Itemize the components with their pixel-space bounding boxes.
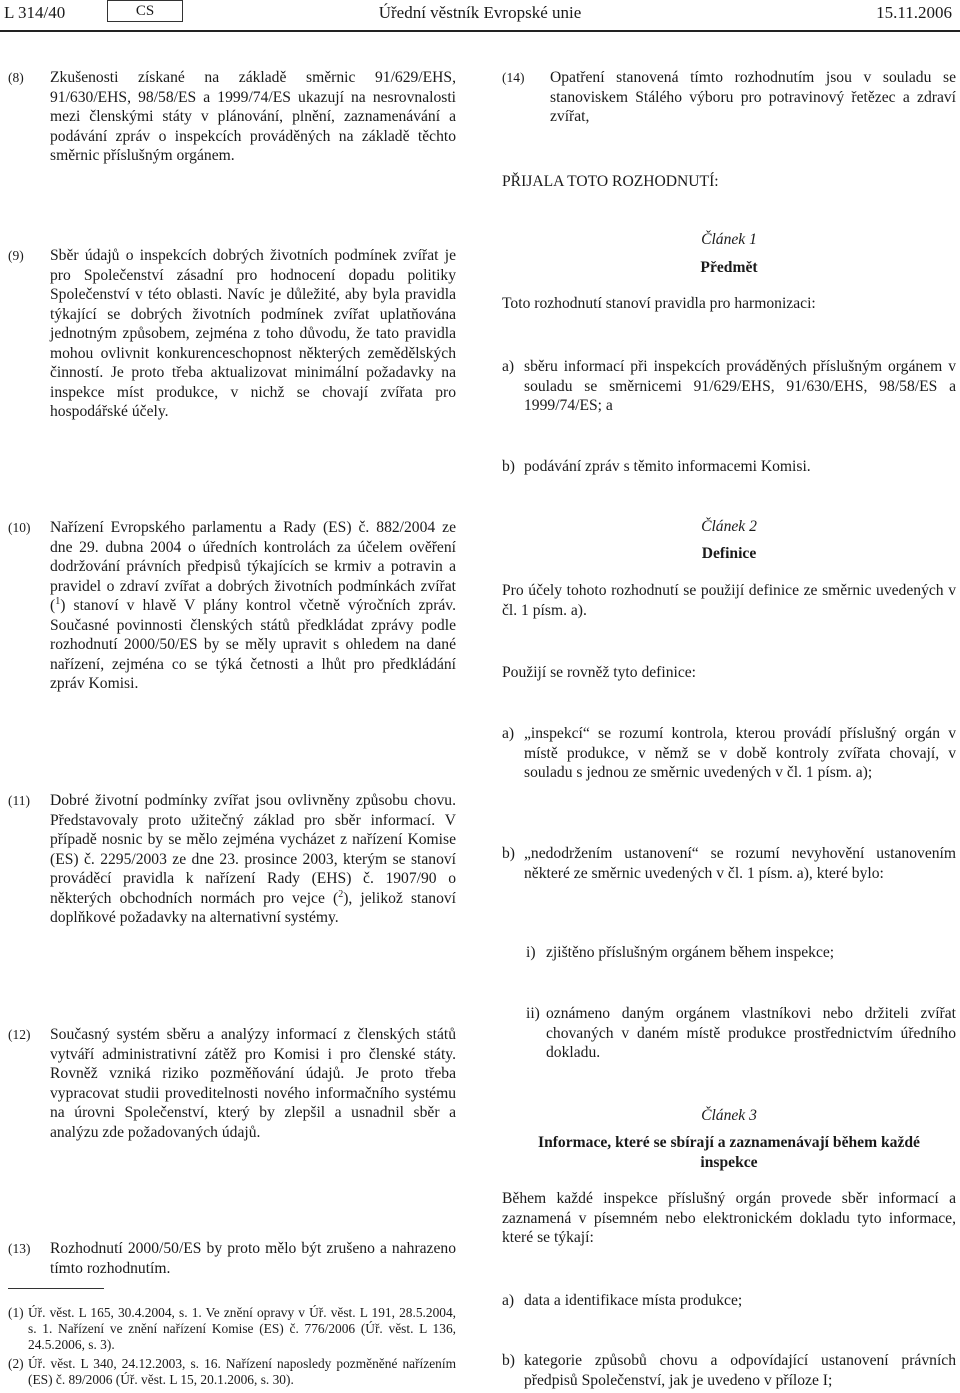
recital-number: (9) (8, 248, 24, 263)
recital-number: (13) (8, 1241, 31, 1256)
recital-text: Opatření stanovená tímto rozhodnutím jsou v souladu se stanoviskem Stálého výboru pro potravinový řetězec a zdraví zvířat, (550, 69, 956, 125)
footnote-text: Úř. věst. L 165, 30.4.2004, s. 1. Ve znění opravy v Úř. věst. L 191, 28.5.2004, s. 1. Nařízení ve znění nařízení Komise (ES) č. 776/2006 (Úř. věst. L 136, 24.5.2006, s. 3). (28, 1305, 456, 1353)
recital-text: Současný systém sběru a analýzy informací z členských států vytváří administrativní zátěž pro Komisi i pro členské státy. Rovněž vzniká riziko pozměňování údajů. Je proto třeba vypracovat studii proveditelnosti nového informačního systému na úrovni Společenství, který by zlepšil a usnadnil sběr a analýzu zde požadovaných údajů. (50, 1026, 456, 1141)
article-3-item-a: a) data a identifikace místa produkce; (502, 1292, 743, 1309)
article-2-intro: Pro účely tohoto rozhodnutí se použijí definice ze směrnic uvedených v čl. 1 písm. a). (502, 582, 956, 619)
footnote-2 (8, 1356, 456, 1388)
recital-12 (8, 1025, 456, 1142)
recital-11 (8, 791, 456, 928)
article-3-number: Článek 3 (701, 1107, 757, 1124)
article-2-item-b: b) „nedodržením ustanovení“ se rozumí nevyhovění ustanovením některé ze směrnic uvedených v čl. 1 písm. a), které bylo: (502, 845, 956, 882)
article-3-title: Informace, které se sbírají a zaznamenávají během každé inspekce (538, 1134, 920, 1171)
article-2-subitem-i: i) zjištěno příslušným orgánem během inspekce; (526, 944, 835, 961)
article-3-intro: Během každé inspekce příslušný orgán provede sběr informací a zaznamená v písemném nebo elektronickém dokladu tyto informace, které se týkají: (502, 1190, 956, 1246)
article-2-item-a: a) „inspekcí“ se rozumí kontrola, kterou provádí příslušný orgán v místě produkce, v němž se v době kontroly zvířata chovají, v souladu s jednou ze směrnic uvedených v čl. 1 písm. a); (502, 725, 956, 781)
publication-date: 15.11.2006 (876, 3, 952, 22)
footnote-ref[interactable]: 2 (338, 888, 344, 900)
recital-number: (12) (8, 1027, 31, 1042)
footnote-label: (2) (8, 1356, 24, 1371)
header-divider (0, 30, 960, 32)
article-2-intro-2: Použijí se rovněž tyto definice: (502, 664, 697, 681)
recital-13 (8, 1239, 456, 1278)
recital-text: Sběr údajů o inspekcích dobrých životních podmínek zvířat je pro Společenství zásadní pro hodnocení dopadu politiky Společenství v této oblasti. Navíc je důležité, aby byla pravidla týkající se dobrých životních podmínek zvířat uplatňována jednotným způsobem, zejména z toho důvodu, že tato pravidla mohou ovlivnit konkurenceschopnost některých zemědělských činností. Je proto třeba aktualizovat minimální požadavky na inspekce míst produkce, v nichž se chovají zvířata pro hospodářské účely. (50, 247, 456, 420)
page-reference: L 314/40 (4, 3, 66, 22)
recital-number: (14) (502, 70, 525, 85)
journal-title: Úřední věstník Evropské unie (378, 3, 582, 22)
article-3-item-b: b) kategorie způsobů chovu a odpovídající ustanovení právních předpisů Společenství, jak je uvedeno v příloze I; (502, 1352, 956, 1389)
language-code-box: CS (107, 0, 183, 22)
recital-text: Dobré životní podmínky zvířat jsou ovlivněny způsobu chovu. Představovaly proto užitečný základ pro sběr informací. V případě nosnic by se mělo zejména vycházet z nařízení Komise (ES) č. 2295/2003 ze dne 23. prosince 2003, kterým se stanoví prováděcí pravidla k nařízení Rady (EHS) č. 1907/90 o některých obchodních normách pro vejce ($^2$), jelikož stanoví doplňkové požadavky na alternativní systémy. (50, 792, 456, 926)
recital-number: (8) (8, 70, 24, 85)
footnote-divider (8, 1288, 104, 1289)
article-1-number: Článek 1 (701, 231, 757, 248)
footnote-text: Úř. věst. L 340, 24.12.2003, s. 16. Nařízení naposledy pozměněné nařízením (ES) č. 89/2006 (Úř. věst. L 15, 20.1.2006, s. 30). (28, 1356, 456, 1388)
article-1-title: Předmět (700, 259, 758, 276)
article-1-intro: Toto rozhodnutí stanoví pravidla pro harmonizaci: (502, 295, 816, 312)
recital-number: (11) (8, 793, 30, 808)
recital-text: Rozhodnutí 2000/50/ES by proto mělo být zrušeno a nahrazeno tímto rozhodnutím. (50, 1240, 456, 1277)
article-2-number: Článek 2 (701, 518, 757, 535)
recital-9 (8, 246, 456, 422)
article-2-title: Definice (701, 545, 757, 562)
recital-10 (8, 518, 456, 694)
adoption-formula: PŘIJALA TOTO ROZHODNUTÍ: (502, 173, 719, 190)
recital-14 (502, 68, 956, 127)
footnote-ref[interactable]: 1 (55, 595, 61, 607)
footnote-1 (8, 1305, 456, 1354)
article-2-subitem-ii: ii) oznámeno daným orgánem vlastníkovi nebo držiteli zvířat chovaných v daném místě produkce prostřednictvím úředního dokladu. (526, 1005, 956, 1061)
recital-number: (10) (8, 520, 31, 535)
article-1-item-a: a) sběru informací při inspekcích prováděných příslušným orgánem v souladu se směrnicemi 91/629/EHS, 91/630/EHS, 98/58/ES a 1999/74/ES; a (502, 358, 956, 414)
recital-text: Zkušenosti získané na základě směrnic 91/629/EHS, 91/630/EHS, 98/58/ES a 1999/74/ES ukazují na nesrovnalosti mezi členskými státy v plánování, plnění, zaznamenávání a podávání zpráv o inspekcích prováděných na základě těchto směrnic příslušným orgánem. (50, 69, 456, 164)
recital-text: Nařízení Evropského parlamentu a Rady (ES) č. 882/2004 ze dne 29. dubna 2004 o úředních kontrolách za účelem ověření dodržování právních předpisů týkajících se krmiv a potravin a pravidel o zdraví zvířat a dobrých životních podmínkách zvířat ($^1$) stanoví v hlavě V plány kontrol včetně výročních zpráv. Současné povinnosti členských států předkládat zprávy podle rozhodnutí 2000/50/ES by se měly upravit s ohledem na dané nařízení, zejména co se týká četnosti a lhůt pro předkládání zpráv Komisi. (50, 519, 456, 692)
article-1-item-b: b) podávání zpráv s těmito informacemi Komisi. (502, 458, 811, 475)
footnote-label: (1) (8, 1305, 24, 1320)
recital-8 (8, 68, 456, 166)
